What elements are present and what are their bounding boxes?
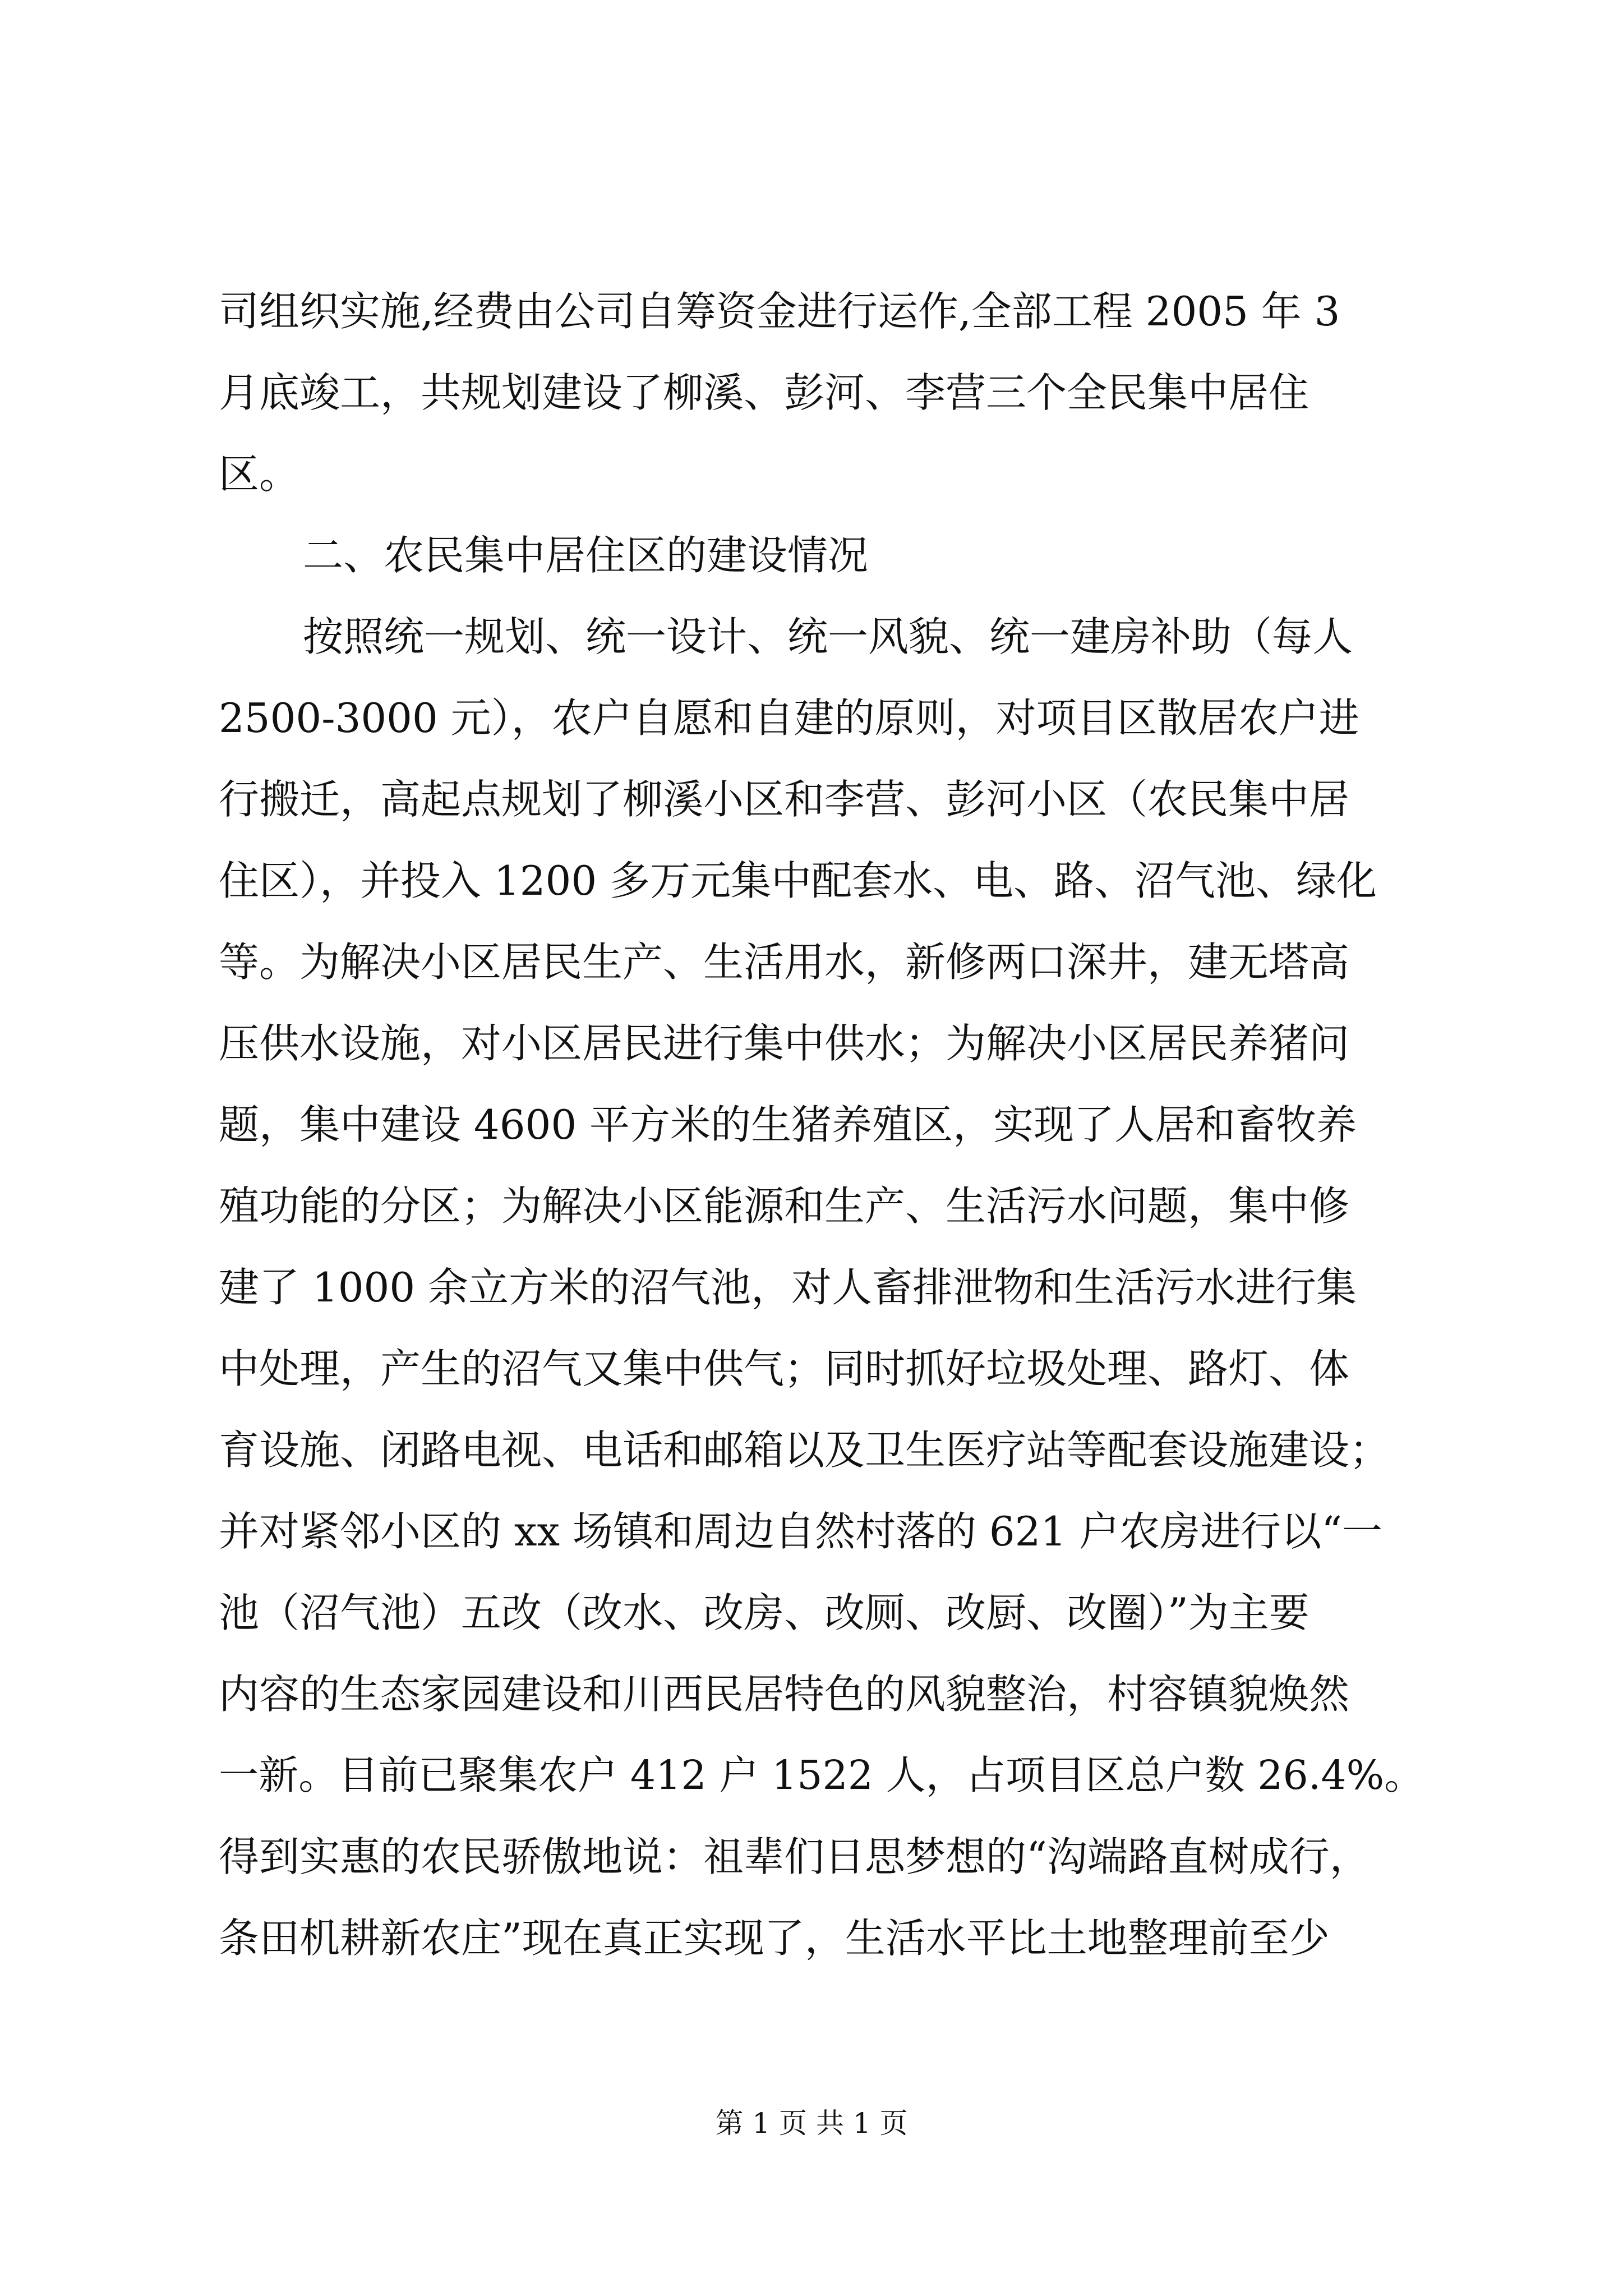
text-line: 2500-3000 元），农户自愿和自建的原则，对项目区散居农户进 (219, 694, 1359, 742)
text-line: 月底竣工，共规划建设了柳溪、彭河、李营三个全民集中居住 (219, 369, 1310, 416)
text-line: 题，集中建设 4600 平方米的生猪养殖区，实现了人居和畜牧养 (219, 1101, 1357, 1148)
text-line: 育设施、闭路电视、电话和邮箱以及卫生医疗站等配套设施建设； (219, 1427, 1390, 1474)
text-line: 二、农民集中居住区的建设情况 (303, 532, 869, 579)
text-line: 内容的生态家园建设和川西民居特色的风貌整治，村容镇貌焕然 (219, 1671, 1350, 1718)
text-line: 司组织实施,经费由公司自筹资金进行运作,全部工程 2005 年 3 (219, 288, 1340, 335)
text-line: 住区），并投入 1200 多万元集中配套水、电、路、沼气池、绿化 (219, 857, 1377, 904)
text-line: 压供水设施，对小区居民进行集中供水；为解决小区居民养猪问 (219, 1020, 1350, 1067)
text-line: 并对紧邻小区的 xx 场镇和周边自然村落的 621 户农房进行以“一 (219, 1508, 1382, 1555)
text-line: 殖功能的分区；为解决小区能源和生产、生活污水问题，集中修 (219, 1182, 1350, 1230)
text-line: 按照统一规划、统一设计、统一风貌、统一建房补助（每人 (303, 613, 1353, 660)
text-line: 一新。目前已聚集农户 412 户 1522 人，占项目区总户数 26.4%。 (219, 1752, 1424, 1798)
text-line: 等。为解决小区居民生产、生活用水，新修两口深井，建无塔高 (219, 938, 1350, 986)
text-line: 行搬迁，高起点规划了柳溪小区和李营、彭河小区（农民集中居 (219, 776, 1350, 823)
text-line: 池（沼气池）五改（改水、改房、改厕、改厨、改圈）”为主要 (219, 1589, 1310, 1636)
text-line: 建了 1000 余立方米的沼气池，对人畜排泄物和生活污水进行集 (219, 1264, 1357, 1311)
text-line: 区。 (219, 450, 300, 498)
text-line: 得到实惠的农民骄傲地说：祖辈们日思梦想的“沟端路直树成行， (219, 1833, 1370, 1880)
text-line: 条田机耕新农庄”现在真正实现了，生活水平比土地整理前至少 (219, 1915, 1330, 1962)
page-footer: 第 1 页 共 1 页 (715, 2107, 908, 2139)
text-line: 中处理，产生的沼气又集中供气；同时抓好垃圾处理、路灯、体 (219, 1345, 1350, 1392)
